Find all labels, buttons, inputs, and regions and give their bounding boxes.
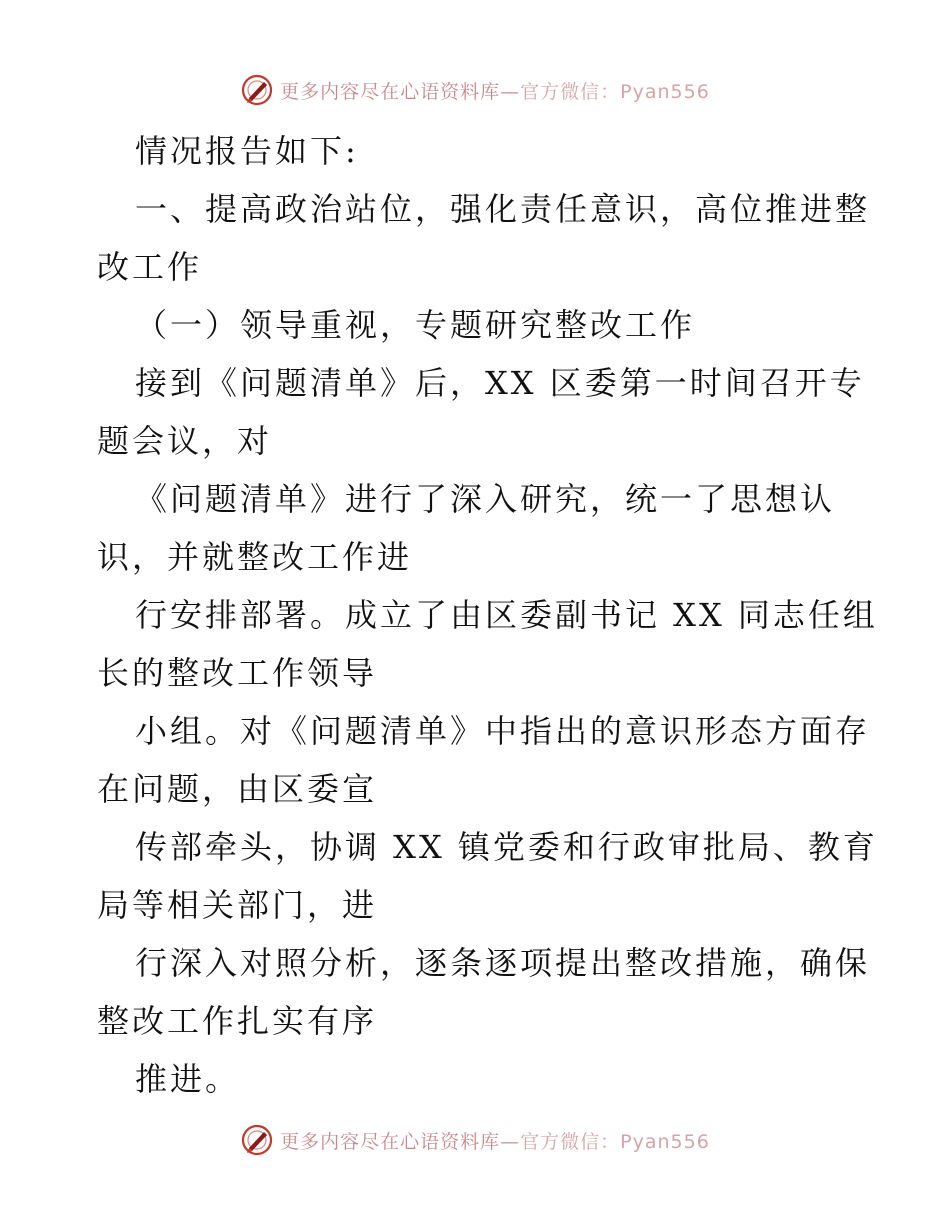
- watermark-text: 更多内容尽在心语资料库—官方微信：Pyan556: [280, 80, 710, 103]
- body-line: 接到《问题清单》后，XX 区委第一时间召开专: [135, 364, 865, 402]
- header-watermark: [0, 70, 950, 110]
- body-line: 题会议，对: [97, 422, 273, 460]
- body-line: 识，并就整改工作进: [97, 538, 413, 576]
- document-body: [97, 122, 878, 1108]
- body-line: 《问题清单》进行了深入研究，统一了思想认: [135, 480, 836, 518]
- body-line: 传部牵头，协调 XX 镇党委和行政审批局、教育: [135, 828, 878, 866]
- pen-logo-icon: [240, 73, 274, 107]
- body-line: 一、提高政治站位，强化责任意识，高位推进整: [135, 190, 871, 228]
- body-line: 行安排部署。成立了由区委副书记 XX 同志任组: [135, 596, 878, 634]
- body-line: （一）领导重视，专题研究整改工作: [135, 306, 696, 344]
- footer-watermark: [0, 1120, 950, 1160]
- body-line: 局等相关部门，进: [97, 886, 378, 924]
- body-line: 改工作: [97, 248, 203, 286]
- body-line: 在问题，由区委宣: [97, 770, 378, 808]
- body-line: 行深入对照分析，逐条逐项提出整改措施，确保: [135, 944, 871, 982]
- body-line: 长的整改工作领导: [97, 654, 378, 692]
- body-line: 情况报告如下:: [135, 132, 359, 170]
- body-line: 推进。: [135, 1060, 241, 1098]
- body-line: 整改工作扎实有序: [97, 1002, 378, 1040]
- watermark-text: 更多内容尽在心语资料库—官方微信：Pyan556: [280, 1130, 710, 1153]
- body-line: 小组。对《问题清单》中指出的意识形态方面存: [135, 712, 871, 750]
- pen-logo-icon: [240, 1123, 274, 1157]
